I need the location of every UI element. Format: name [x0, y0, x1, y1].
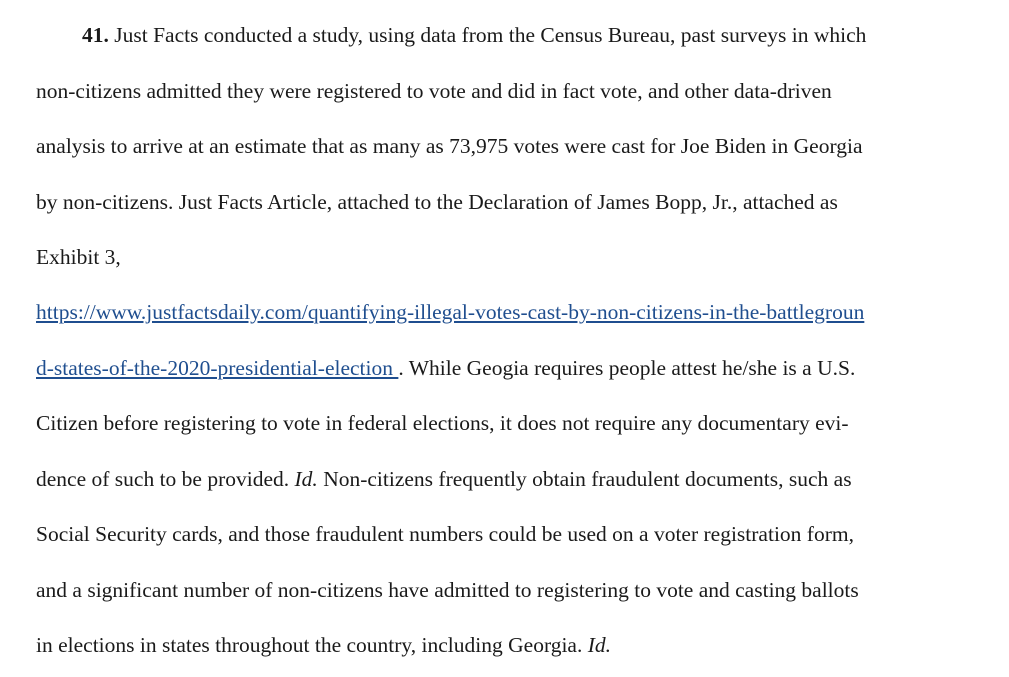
paragraph-line-1 [82, 21, 866, 49]
paragraph-line-5: Exhibit 3, [36, 245, 121, 269]
paragraph-line-10: Social Security cards, and those fraudulent numbers could be used on a voter registration form, [36, 522, 854, 546]
line-1-text: Just Facts conducted a study, using data from the Census Bureau, past surveys in which [108, 23, 867, 47]
exhibit-link-part-2[interactable]: d-states-of-the-2020-presidential-election [36, 356, 393, 380]
paragraph-line-11: and a significant number of non-citizens have admitted to registering to vote and casting ballots [36, 578, 859, 602]
line-7-text: . While Geogia requires people attest he/she is a U.S. [398, 356, 856, 380]
paragraph-line-3: analysis to arrive at an estimate that as many as 73,975 votes were cast for Joe Biden in Georgia [36, 134, 863, 158]
paragraph-line-8: Citizen before registering to vote in federal elections, it does not require any documentary evi- [36, 411, 849, 435]
line-9-text-before: dence of such to be provided. [36, 467, 295, 491]
paragraph-line-12 [36, 631, 611, 659]
paragraph-line-6 [36, 298, 864, 326]
exhibit-link-part-1[interactable]: https://www.justfactsdaily.com/quantifying-illegal-votes-cast-by-non-citizens-in-the-battlegroun [36, 300, 865, 324]
line-12-text: in elections in states throughout the country, including Georgia. [36, 633, 588, 657]
paragraph-number: 41. [82, 23, 109, 47]
paragraph-line-4: by non-citizens. Just Facts Article, attached to the Declaration of James Bopp, Jr., attached as [36, 190, 838, 214]
citation-id-2: Id. [587, 633, 612, 657]
paragraph-line-9 [36, 465, 852, 493]
citation-id-1: Id. [294, 467, 318, 491]
paragraph-line-7 [36, 354, 855, 382]
paragraph-line-2: non-citizens admitted they were registered to vote and did in fact vote, and other data-driven [36, 79, 832, 103]
line-9-text-after: Non-citizens frequently obtain fraudulent documents, such as [317, 467, 852, 491]
